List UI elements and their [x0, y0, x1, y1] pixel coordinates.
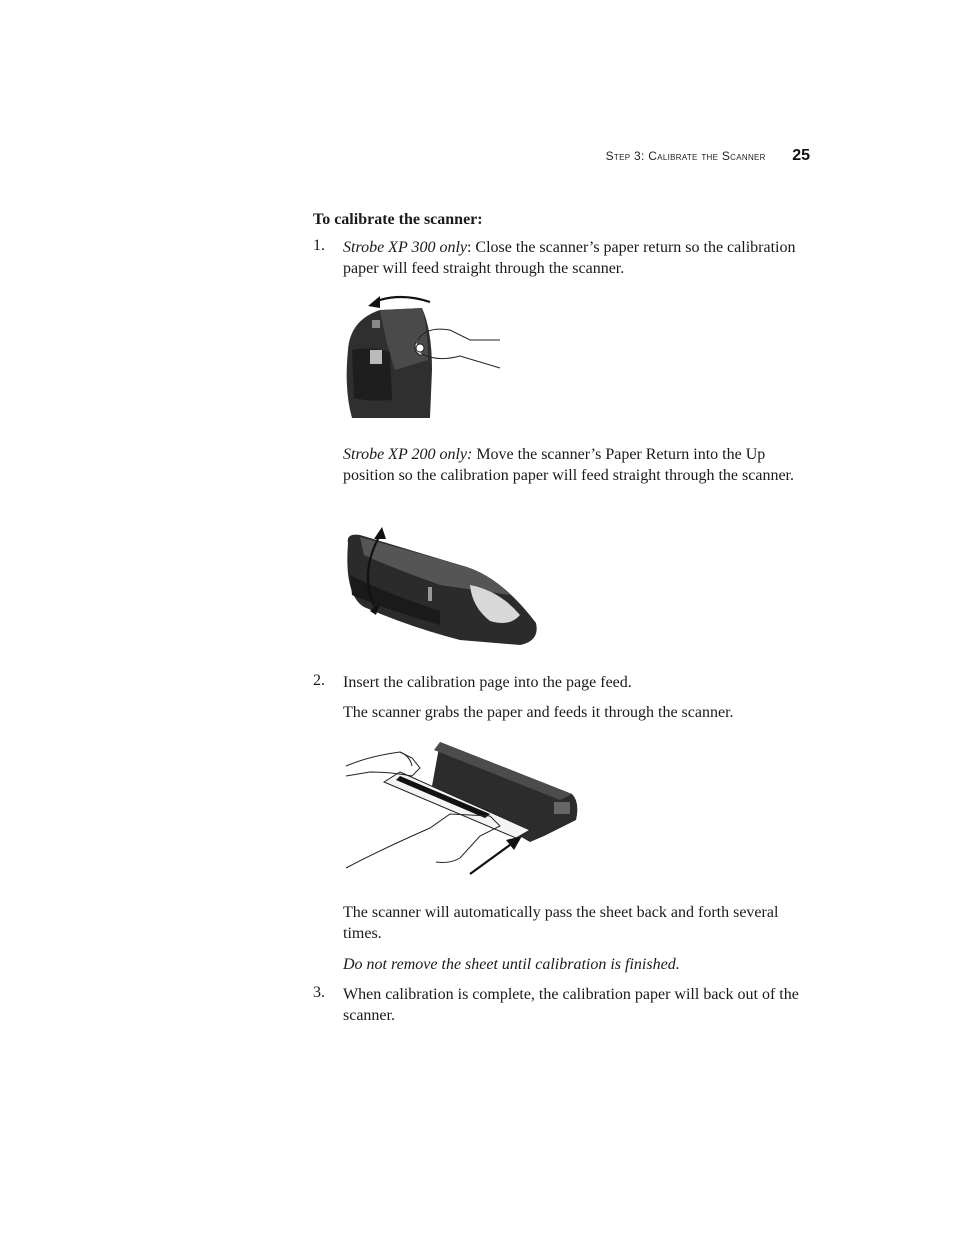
calibration-page-feed-illustration	[340, 732, 585, 880]
scanner-paper-return-close-illustration	[340, 290, 510, 422]
step-1b-text	[343, 444, 813, 486]
step-1b-body: Move the scanner’s Paper Return into the Up position so the calibration paper will feed straight through the scanner.	[343, 446, 794, 484]
step-2-number: 2.	[313, 672, 325, 689]
section-title: Step 3: Calibrate the Scanner	[605, 149, 766, 163]
scanner-paper-return-up-illustration	[340, 515, 545, 650]
step-3-text: When calibration is complete, the calibration paper will back out of the scanner.	[343, 986, 799, 1024]
step-3-number: 3.	[313, 984, 325, 1001]
step-2-follow: The scanner grabs the paper and feeds it through the scanner.	[343, 704, 734, 721]
procedure-heading: To calibrate the scanner:	[313, 211, 483, 228]
step-1-lead: Strobe XP 300 only	[343, 239, 467, 256]
page-number: 25	[792, 147, 810, 164]
step-2-pass: The scanner will automatically pass the sheet back and forth several times.	[343, 904, 779, 942]
step-2-note: Do not remove the sheet until calibration is finished.	[343, 956, 680, 973]
step-1b-lead: Strobe XP 200 only:	[343, 446, 473, 463]
step-2-text: Insert the calibration page into the page feed.	[343, 674, 632, 691]
running-header	[560, 147, 810, 165]
step-1-body: : Close the scanner’s paper return so the calibration paper will feed straight through the scanner.	[343, 239, 796, 277]
step-1-number: 1.	[313, 237, 325, 254]
step-1-text	[343, 237, 813, 279]
